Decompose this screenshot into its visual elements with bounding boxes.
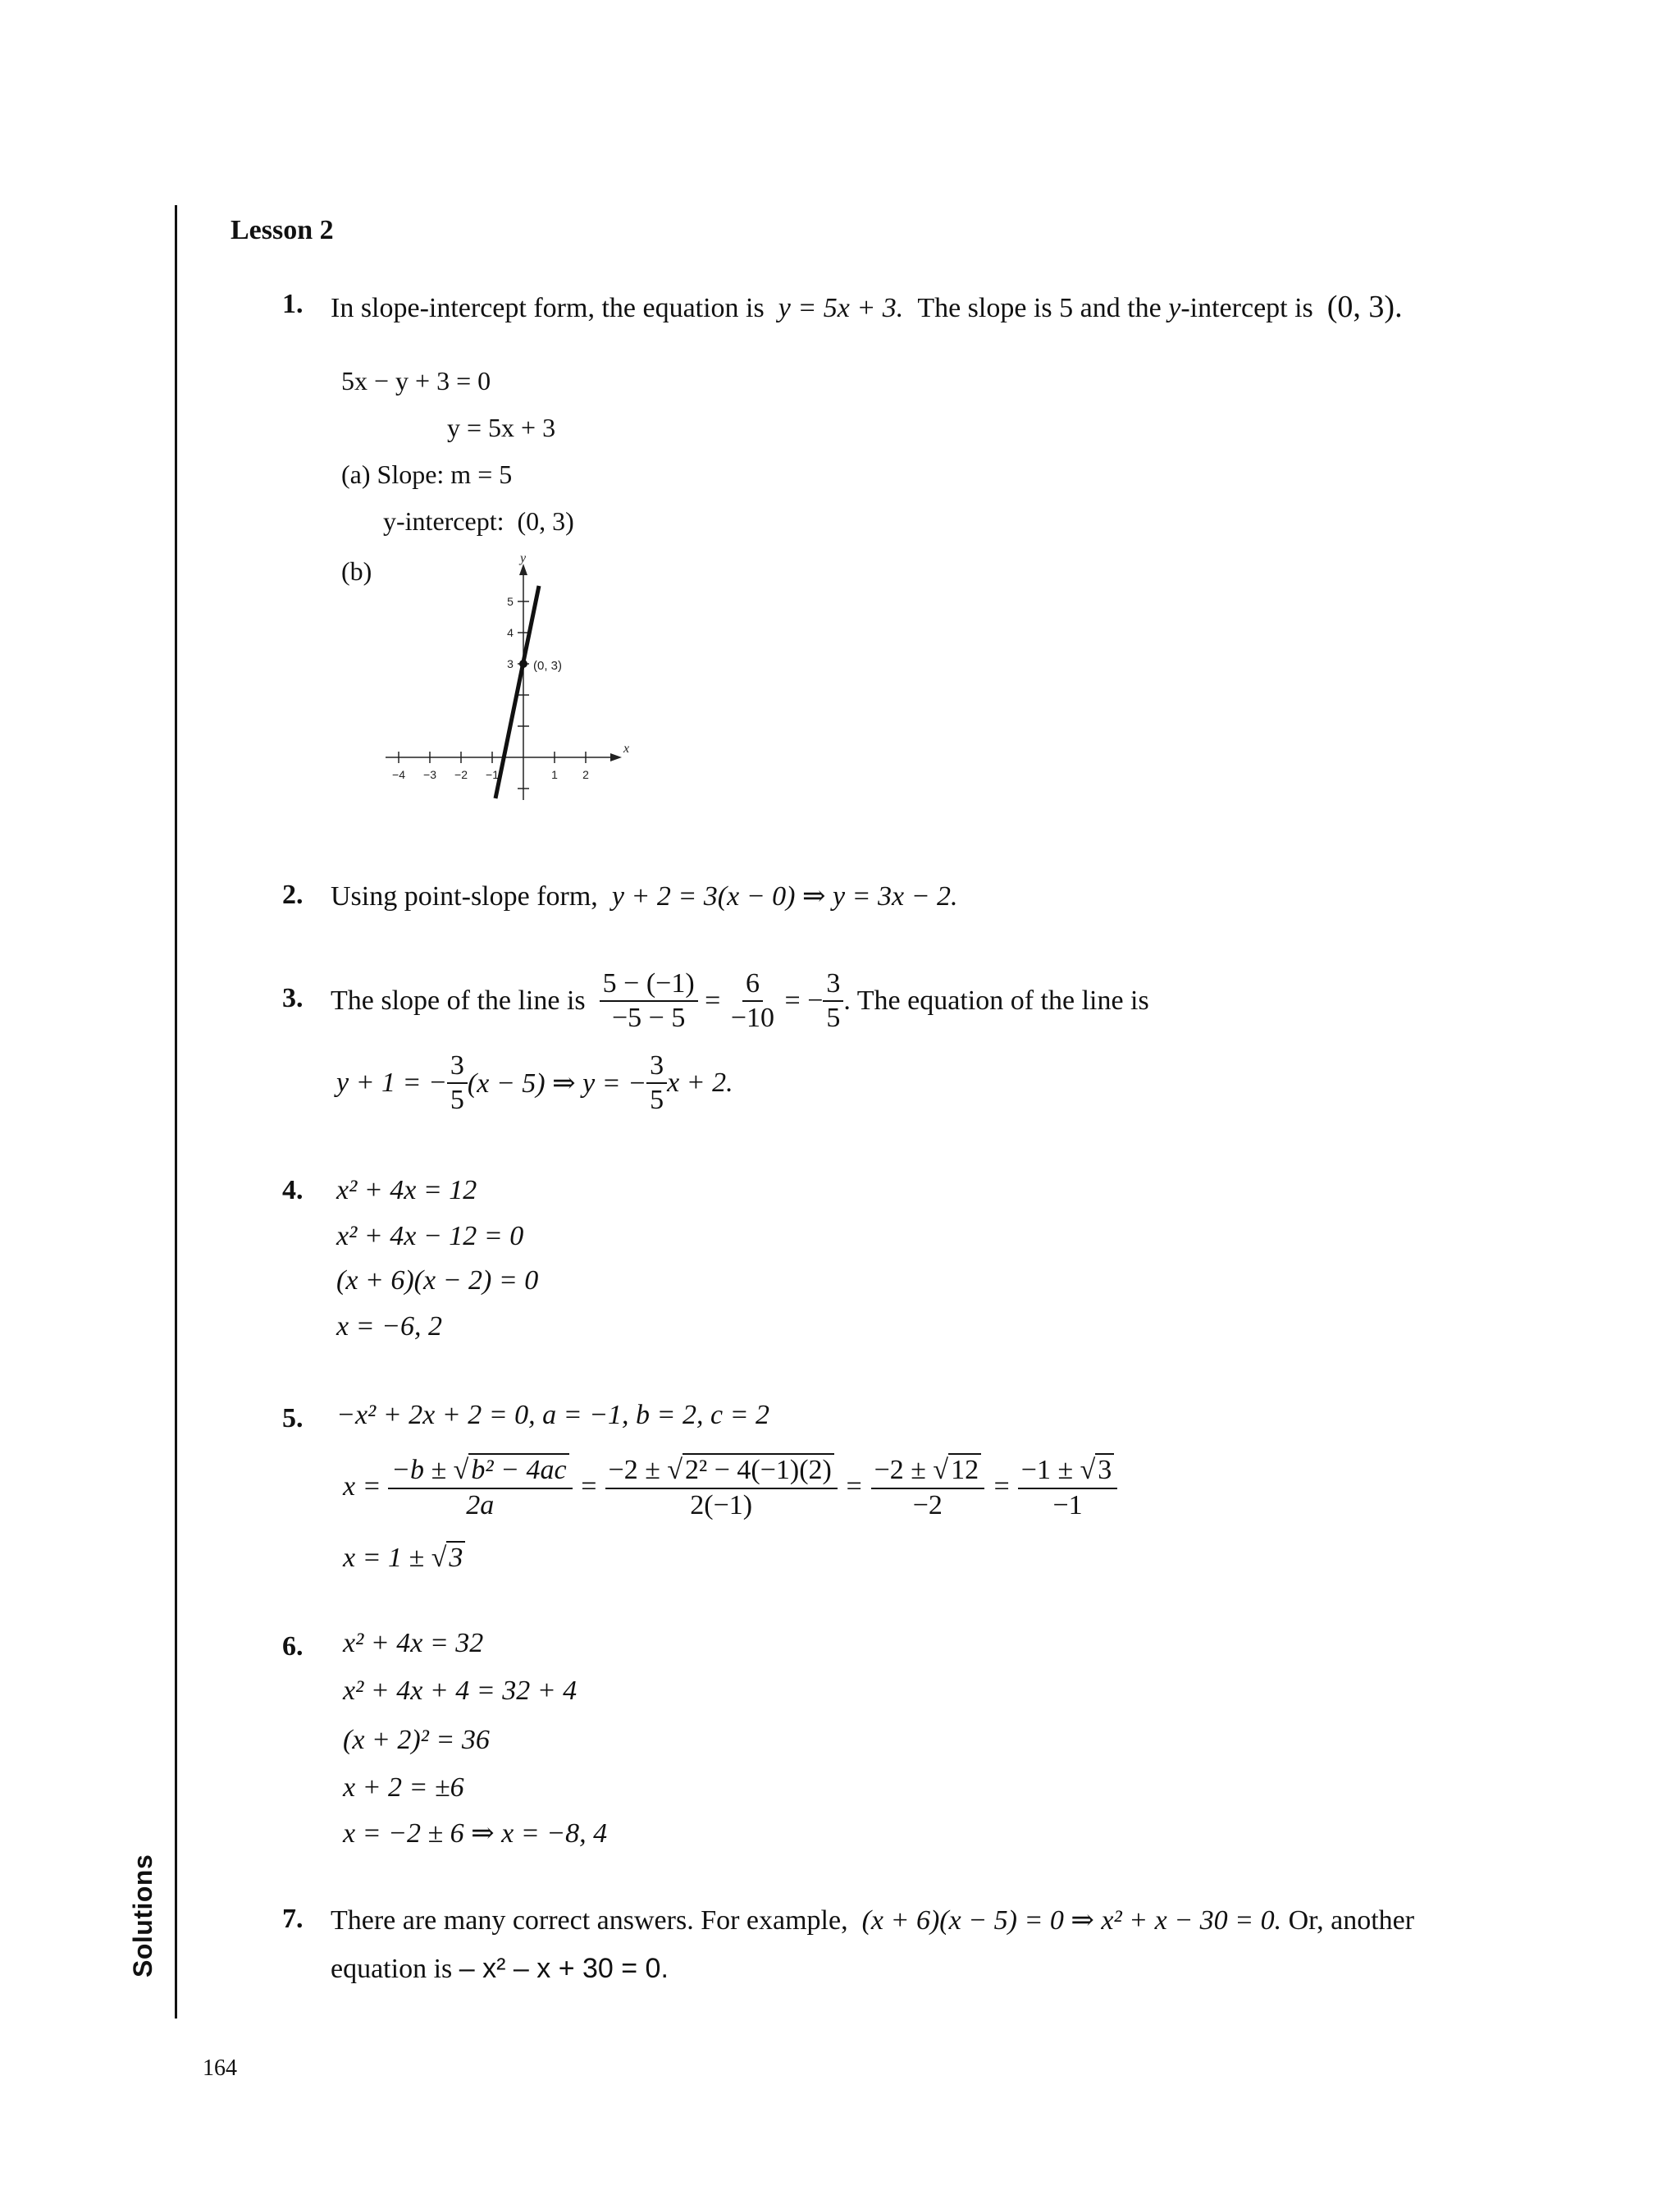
p6-line: x + 2 = ±6 [343,1772,464,1803]
p6-line: x² + 4x + 4 = 32 + 4 [343,1676,578,1706]
problem-7-line2: equation is – x² – x + 30 = 0. [331,1953,669,1984]
x-tick-label: −3 [423,768,436,781]
page-number: 164 [203,2055,237,2081]
problem-number: 7. [282,1904,304,1934]
problem-number: 4. [282,1175,304,1205]
problem-1-text: In slope-intercept form, the equation is y = 5x + 3. The slope is 5 and the y-intercept is (0, 3). [331,290,1403,324]
x-tick-label: −1 [486,768,499,781]
p1-part-b: (b) [341,556,372,586]
problem-number: 5. [282,1403,304,1433]
margin-rule [175,205,177,2019]
equation-line [495,586,539,798]
line-graph [377,554,640,816]
problem-number: 1. [282,289,304,319]
problem-3-line2: y + 1 = − $\frac{3}{5}$ (x − 5) ⇒ y = − $\frac{3}{5}$ x + 2. [336,1050,733,1115]
y-intercept-point [519,660,527,668]
problem-3-line1: The slope of the line is $\frac{5 - (-1)}{-5 - 5}$ = $\frac{6}{-10}$ = − $\frac{3}{5}$ . The equation of the line is [331,968,1149,1033]
p4-line: (x + 6)(x − 2) = 0 [336,1265,539,1296]
problem-number: 6. [282,1631,304,1662]
y-tick-label: 4 [507,626,514,639]
p6-line: (x + 2)² = 36 [343,1725,490,1755]
p1-line2: y = 5x + 3 [447,413,556,442]
p4-line: x = −6, 2 [336,1311,442,1342]
p6-line: x² + 4x = 32 [343,1628,484,1658]
problem-number: 2. [282,880,304,910]
section-label: Solutions [128,1854,158,1977]
p1-yintercept: y-intercept: (0, 3) [383,506,574,536]
y-axis-label: y [520,554,527,565]
x-tick-label: −4 [392,768,405,781]
p6-line: x = −2 ± 6 ⇒ x = −8, 4 [343,1818,608,1849]
lesson-title: Lesson 2 [231,215,334,245]
x-axis-label: x [623,742,630,756]
point-label: (0, 3) [533,659,563,673]
p5-result: x = 1 ± √3 [343,1541,465,1574]
x-axis-arrow [610,753,622,761]
x-tick-label: 2 [582,768,589,781]
problem-2-text: Using point-slope form, y + 2 = 3(x − 0) ⇒ y = 3x − 2. [331,881,958,912]
p4-line: x² + 4x = 12 [336,1175,477,1205]
x-tick-label: 1 [551,768,558,781]
p1-line1: 5x − y + 3 = 0 [341,366,491,395]
p5-quadratic-formula: x = $\frac{\text{−b ± √b² − 4ac}}{2a}$ = $\frac{\text{−2 ± √2² − 4(−1)(2)}}{2(-1)}$ = $\frac{-2 \pm √12}{-2}$ = $\frac{-1 \pm √3}{-1}$ [343,1446,1117,1528]
problem-number: 3. [282,983,304,1013]
p5-line1: −x² + 2x + 2 = 0, a = −1, b = 2, c = 2 [336,1400,770,1430]
x-tick-label: −2 [454,768,468,781]
problem-7-line1: There are many correct answers. For example, (x + 6)(x − 5) = 0 ⇒ x² + x − 30 = 0. Or, another [331,1905,1415,1936]
y-axis-arrow [519,564,527,575]
p4-line: x² + 4x − 12 = 0 [336,1221,524,1251]
y-tick-label: 3 [507,657,514,670]
p1-slope: (a) Slope: m = 5 [341,459,513,489]
y-tick-label: 5 [507,595,514,608]
